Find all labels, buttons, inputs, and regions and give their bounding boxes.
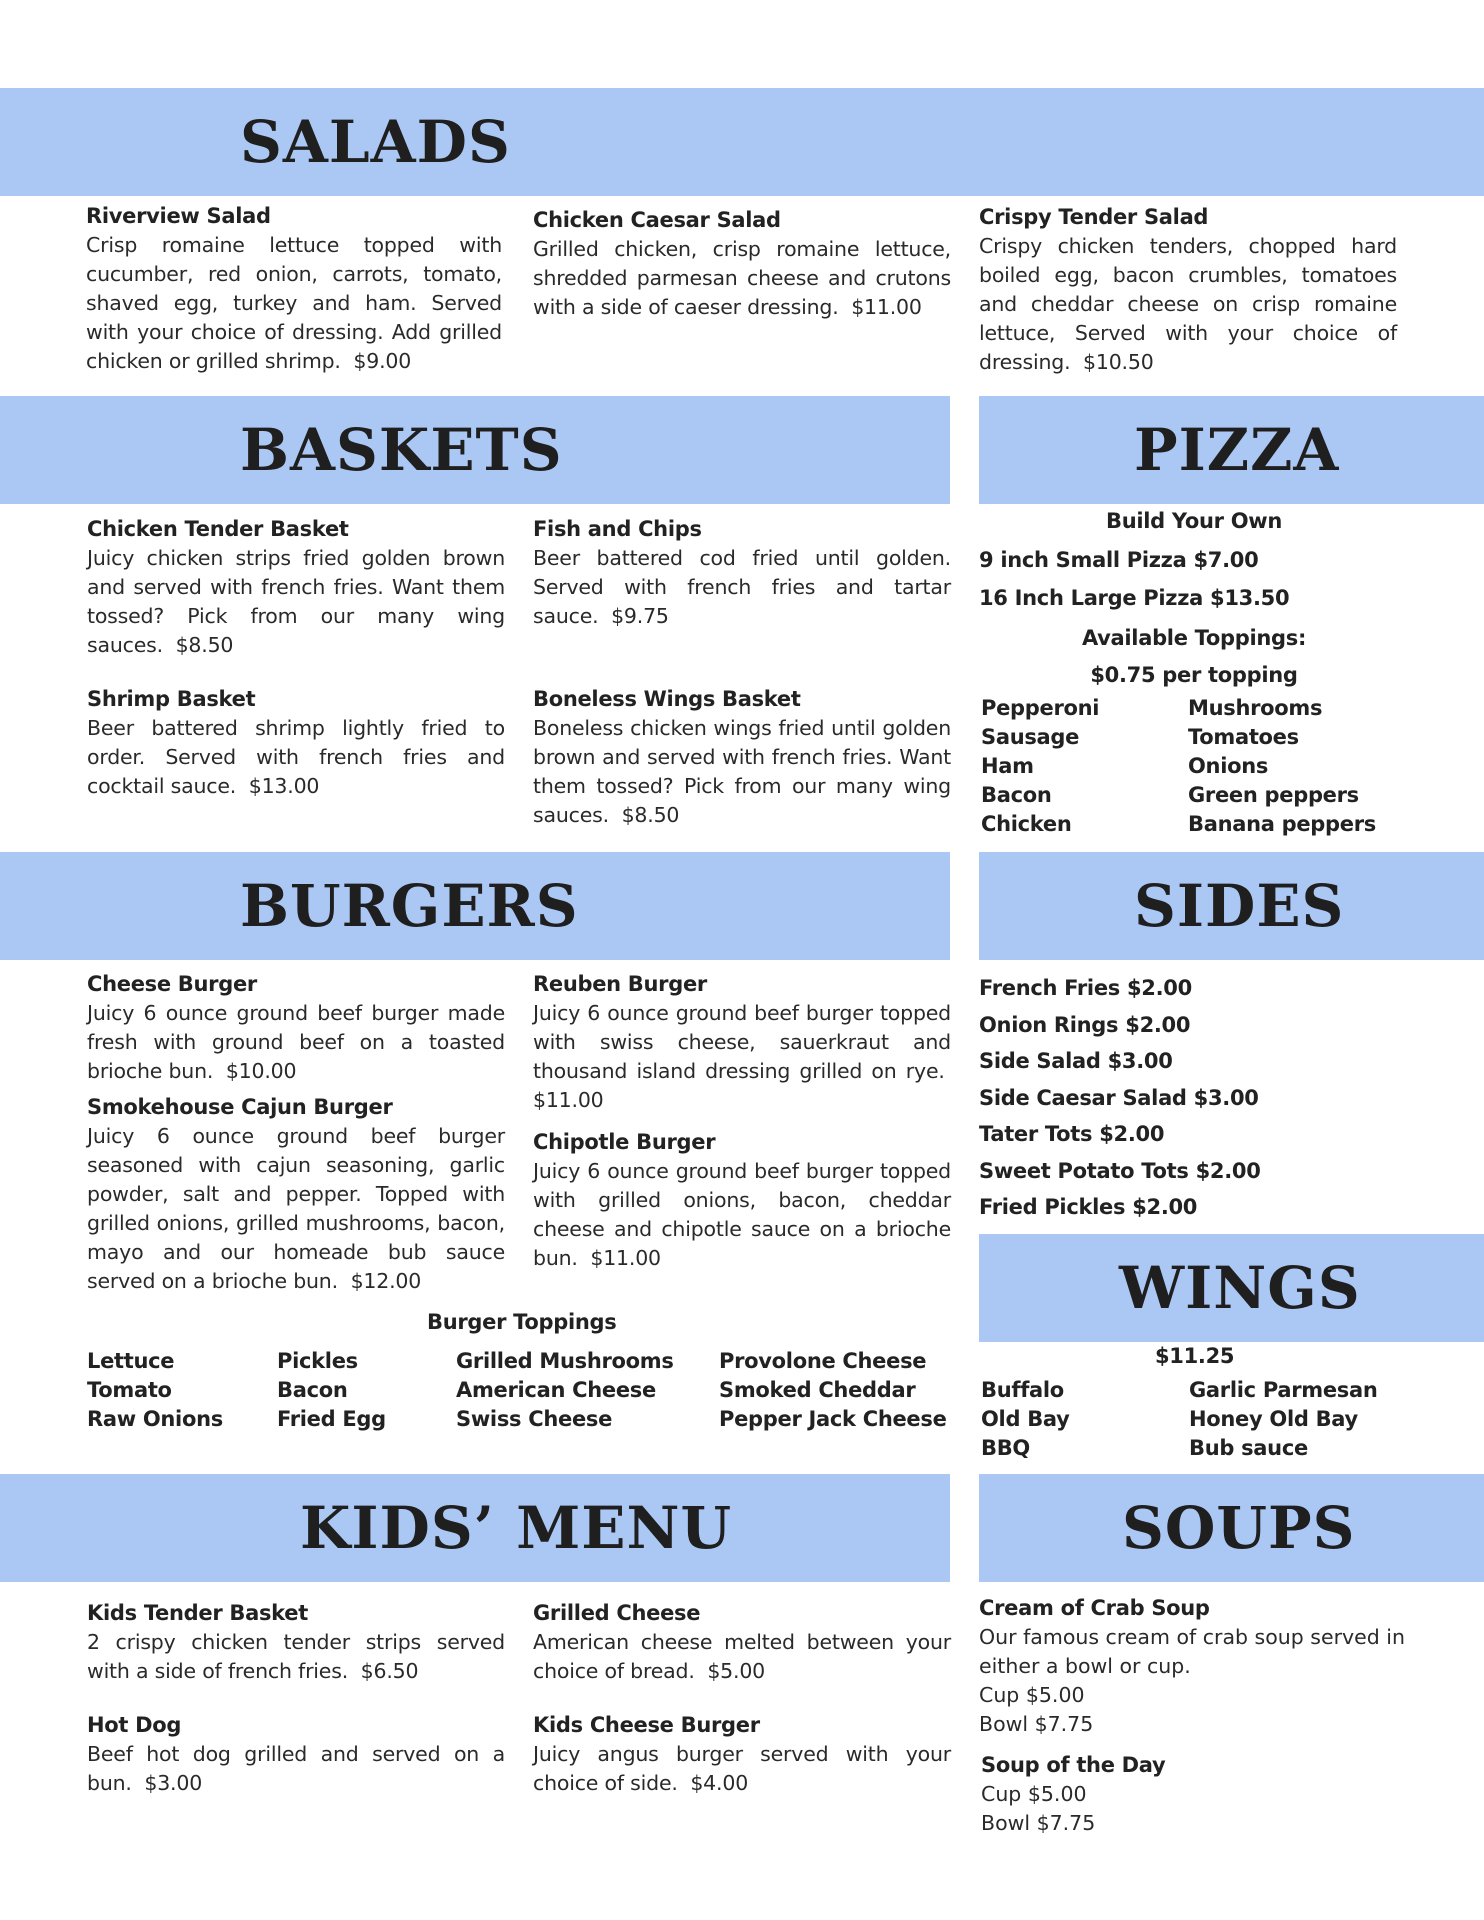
item-description: Juicy 6 ounce ground beef burger topped with grilled onions, bacon, cheddar cheese and chipotle sauce on a brioche bun. $11.00 [533, 1159, 951, 1270]
burger-toppings-col-1 [87, 1347, 223, 1434]
soup-crab-name: Cream of Crab Soup [979, 1596, 1210, 1620]
wing-flavors-left [981, 1376, 1070, 1463]
menu-item-hot-dog [87, 1711, 505, 1798]
item-name: Boneless Wings Basket [533, 687, 801, 711]
soups-title: SOUPS [1122, 1494, 1356, 1562]
topping: Sausage [981, 725, 1080, 749]
burger-toppings-col-4 [719, 1347, 947, 1434]
topping: American Cheese [456, 1378, 656, 1402]
topping: Provolone Cheese [719, 1349, 927, 1373]
topping: Mushrooms [1188, 696, 1323, 720]
topping: Grilled Mushrooms [456, 1349, 674, 1373]
wings-price: $11.25 [1155, 1344, 1235, 1368]
menu-item-chipotle-burger [533, 1128, 951, 1273]
menu-item-kids-cheese-burger [533, 1711, 951, 1798]
item-price: $13.00 [248, 774, 320, 798]
pizza-build-label: Build Your Own [1105, 509, 1283, 533]
wing-flavor: Garlic Parmesan [1189, 1378, 1378, 1402]
baskets-header-band [0, 396, 950, 504]
menu-item-boneless-wings-basket [533, 685, 951, 830]
item-name: Chicken Tender Basket [87, 517, 349, 541]
salads-title: SALADS [240, 108, 511, 176]
item-name: Reuben Burger [533, 972, 707, 996]
side-item: French Fries $2.00 [979, 976, 1192, 1000]
item-name: Grilled Cheese [533, 1601, 701, 1625]
sides-header-band [979, 852, 1484, 960]
topping: Onions [1188, 754, 1269, 778]
item-description: Grilled chicken, crisp romaine lettuce, shredded parmesan cheese and crutons with a side of caeser dressing. $11.00 [533, 237, 951, 319]
pizza-toppings-right [1188, 694, 1376, 839]
item-description: Juicy 6 ounce ground beef burger topped with swiss cheese, sauerkraut and thousand island dressing grilled on rye. $11.00 [533, 1001, 951, 1112]
pizza-toppings-price: $0.75 per topping [1090, 663, 1298, 687]
item-name: Smokehouse Cajun Burger [87, 1095, 393, 1119]
item-description: Crisp romaine lettuce topped with cucumber, red onion, carrots, tomato, shaved egg, turkey and ham. Served with your choice of dressing. Add grilled chicken or grilled shrimp. $9.00 [86, 233, 502, 373]
topping: Lettuce [87, 1349, 175, 1373]
topping: Ham [981, 754, 1034, 778]
sides-list [979, 970, 1261, 1226]
wing-flavor: Honey Old Bay [1189, 1407, 1358, 1431]
item-name: Kids Tender Basket [87, 1601, 308, 1625]
pizza-small: 9 inch Small Pizza $7.00 [979, 548, 1259, 572]
item-price: $5.00 [707, 1659, 765, 1683]
side-item: Onion Rings $2.00 [979, 1012, 1191, 1037]
menu-item-crispy-tender-salad [979, 203, 1397, 377]
topping: Tomato [87, 1378, 172, 1402]
topping: Tomatoes [1188, 725, 1299, 749]
topping: Chicken [981, 812, 1072, 836]
soup-crab-bowl: Bowl $7.75 [979, 1712, 1094, 1736]
soups-header-band [979, 1474, 1484, 1582]
item-description: 2 crispy chicken tender strips served with a side of french fries. $6.50 [87, 1630, 505, 1683]
item-description: Crispy chicken tenders, chopped hard boiled egg, bacon crumbles, tomatoes and cheddar cheese on crisp romaine lettuce, Served with your choice of dressing. $10.50 [979, 234, 1397, 374]
wing-flavor: Buffalo [981, 1378, 1064, 1402]
item-name: Crispy Tender Salad [979, 205, 1209, 229]
item-name: Chicken Caesar Salad [533, 208, 781, 232]
item-price: $10.00 [225, 1059, 297, 1083]
pizza-large: 16 Inch Large Pizza $13.50 [979, 586, 1290, 610]
menu-item-kids-tender-basket [87, 1599, 505, 1686]
menu-item-cheese-burger [87, 970, 505, 1086]
item-description: American cheese melted between your choice of bread. $5.00 [533, 1630, 951, 1683]
item-price: $9.00 [353, 349, 412, 373]
item-description: Beef hot dog grilled and served on a bun. $3.00 [87, 1742, 505, 1795]
menu-item-chicken-tender-basket [87, 515, 505, 660]
burgers-header-band [0, 852, 950, 960]
soup-day-bowl: Bowl $7.75 [981, 1811, 1096, 1835]
soup-crab-description [979, 1623, 1409, 1681]
pizza-header-band [979, 396, 1484, 504]
item-description: Juicy 6 ounce ground beef burger made fresh with ground beef on a toasted brioche bun. $10.00 [87, 1001, 505, 1083]
item-name: Shrimp Basket [87, 687, 256, 711]
item-price: $10.50 [1083, 350, 1154, 374]
item-name: Chipotle Burger [533, 1130, 716, 1154]
wing-flavor: Bub sauce [1189, 1436, 1308, 1460]
topping: Pickles [277, 1349, 358, 1373]
sides-title: SIDES [1134, 872, 1345, 940]
wings-header-band [979, 1234, 1484, 1342]
menu-item-reuben-burger [533, 970, 951, 1115]
topping: Pepperoni [981, 696, 1100, 720]
item-price: $8.50 [621, 803, 680, 827]
item-price: $9.75 [611, 604, 669, 628]
soup-day-cup: Cup $5.00 [981, 1782, 1087, 1806]
item-name: Fish and Chips [533, 517, 702, 541]
item-name: Cheese Burger [87, 972, 257, 996]
topping: Swiss Cheese [456, 1407, 613, 1431]
item-price: $11.00 [533, 1088, 604, 1112]
burger-toppings-col-2 [277, 1347, 386, 1434]
menu-item-chicken-caesar-salad [533, 206, 951, 322]
soup-of-the-day-name: Soup of the Day [981, 1753, 1166, 1777]
salads-header-band [0, 88, 1484, 196]
topping: Smoked Cheddar [719, 1378, 916, 1402]
item-name: Hot Dog [87, 1713, 182, 1737]
item-description: Beer battered cod fried until golden. Served with french fries and tartar sauce. $9.75 [533, 546, 951, 628]
burger-toppings-label: Burger Toppings [427, 1310, 617, 1334]
item-name: Kids Cheese Burger [533, 1713, 760, 1737]
wing-flavor: BBQ [981, 1436, 1030, 1460]
topping: Banana peppers [1188, 812, 1376, 836]
topping: Green peppers [1188, 783, 1359, 807]
side-item: Tater Tots $2.00 [979, 1122, 1165, 1146]
topping: Pepper Jack Cheese [719, 1407, 947, 1431]
item-price: $6.50 [360, 1659, 419, 1683]
burger-toppings-col-3 [456, 1347, 674, 1434]
item-price: $8.50 [175, 633, 234, 657]
item-price: $11.00 [590, 1246, 661, 1270]
side-item: Sweet Potato Tots $2.00 [979, 1158, 1261, 1183]
item-description: Boneless chicken wings fried until golden brown and served with french fries. Want them tossed? Pick from our many wing sauces. $8.50 [533, 716, 951, 827]
wing-flavors-right [1189, 1376, 1378, 1463]
menu-item-fish-and-chips [533, 515, 951, 631]
kids-menu-header-band [0, 1474, 950, 1582]
menu-item-riverview-salad [86, 202, 502, 376]
item-price: $11.00 [851, 295, 922, 319]
soup-crab-cup: Cup $5.00 [979, 1683, 1085, 1707]
menu-item-smokehouse-cajun-burger [87, 1093, 505, 1296]
side-item: Fried Pickles $2.00 [979, 1195, 1198, 1219]
baskets-title: BASKETS [240, 416, 563, 484]
item-price: $4.00 [690, 1771, 749, 1795]
pizza-toppings-label: Available Toppings: [1081, 626, 1307, 650]
topping: Raw Onions [87, 1407, 223, 1431]
item-description: Juicy angus burger served with your choice of side. $4.00 [533, 1742, 951, 1795]
pizza-toppings-left [981, 694, 1099, 839]
item-description: Juicy 6 ounce ground beef burger seasoned with cajun seasoning, garlic powder, salt and pepper. Topped with grilled onions, grilled mushrooms, bacon, mayo and our homeade bub sauce served on a brioche bun. $12.00 [87, 1124, 505, 1293]
topping: Bacon [277, 1378, 348, 1402]
item-description: Juicy chicken strips fried golden brown and served with french fries. Want them tossed? Pick from our many wing sauces. $8.50 [87, 546, 505, 657]
topping: Bacon [981, 783, 1052, 807]
side-item: Side Caesar Salad $3.00 [979, 1085, 1259, 1110]
burgers-title: BURGERS [240, 872, 579, 940]
wing-flavor: Old Bay [981, 1407, 1070, 1431]
item-price: $12.00 [350, 1269, 422, 1293]
item-description: Beer battered shrimp lightly fried to order. Served with french fries and cocktail sauce. $13.00 [87, 716, 505, 798]
menu-item-shrimp-basket [87, 685, 505, 801]
side-item: Side Salad $3.00 [979, 1049, 1173, 1073]
topping: Fried Egg [277, 1407, 386, 1431]
pizza-title: PIZZA [1134, 416, 1340, 484]
menu-item-grilled-cheese [533, 1599, 951, 1686]
soup-description-text: Our famous cream of crab soup served in either a bowl or cup. [979, 1625, 1405, 1678]
item-name: Riverview Salad [86, 204, 271, 228]
kids-menu-title: KIDS’ MENU [300, 1494, 733, 1562]
wings-title: WINGS [1119, 1254, 1361, 1322]
item-price: $3.00 [144, 1771, 203, 1795]
